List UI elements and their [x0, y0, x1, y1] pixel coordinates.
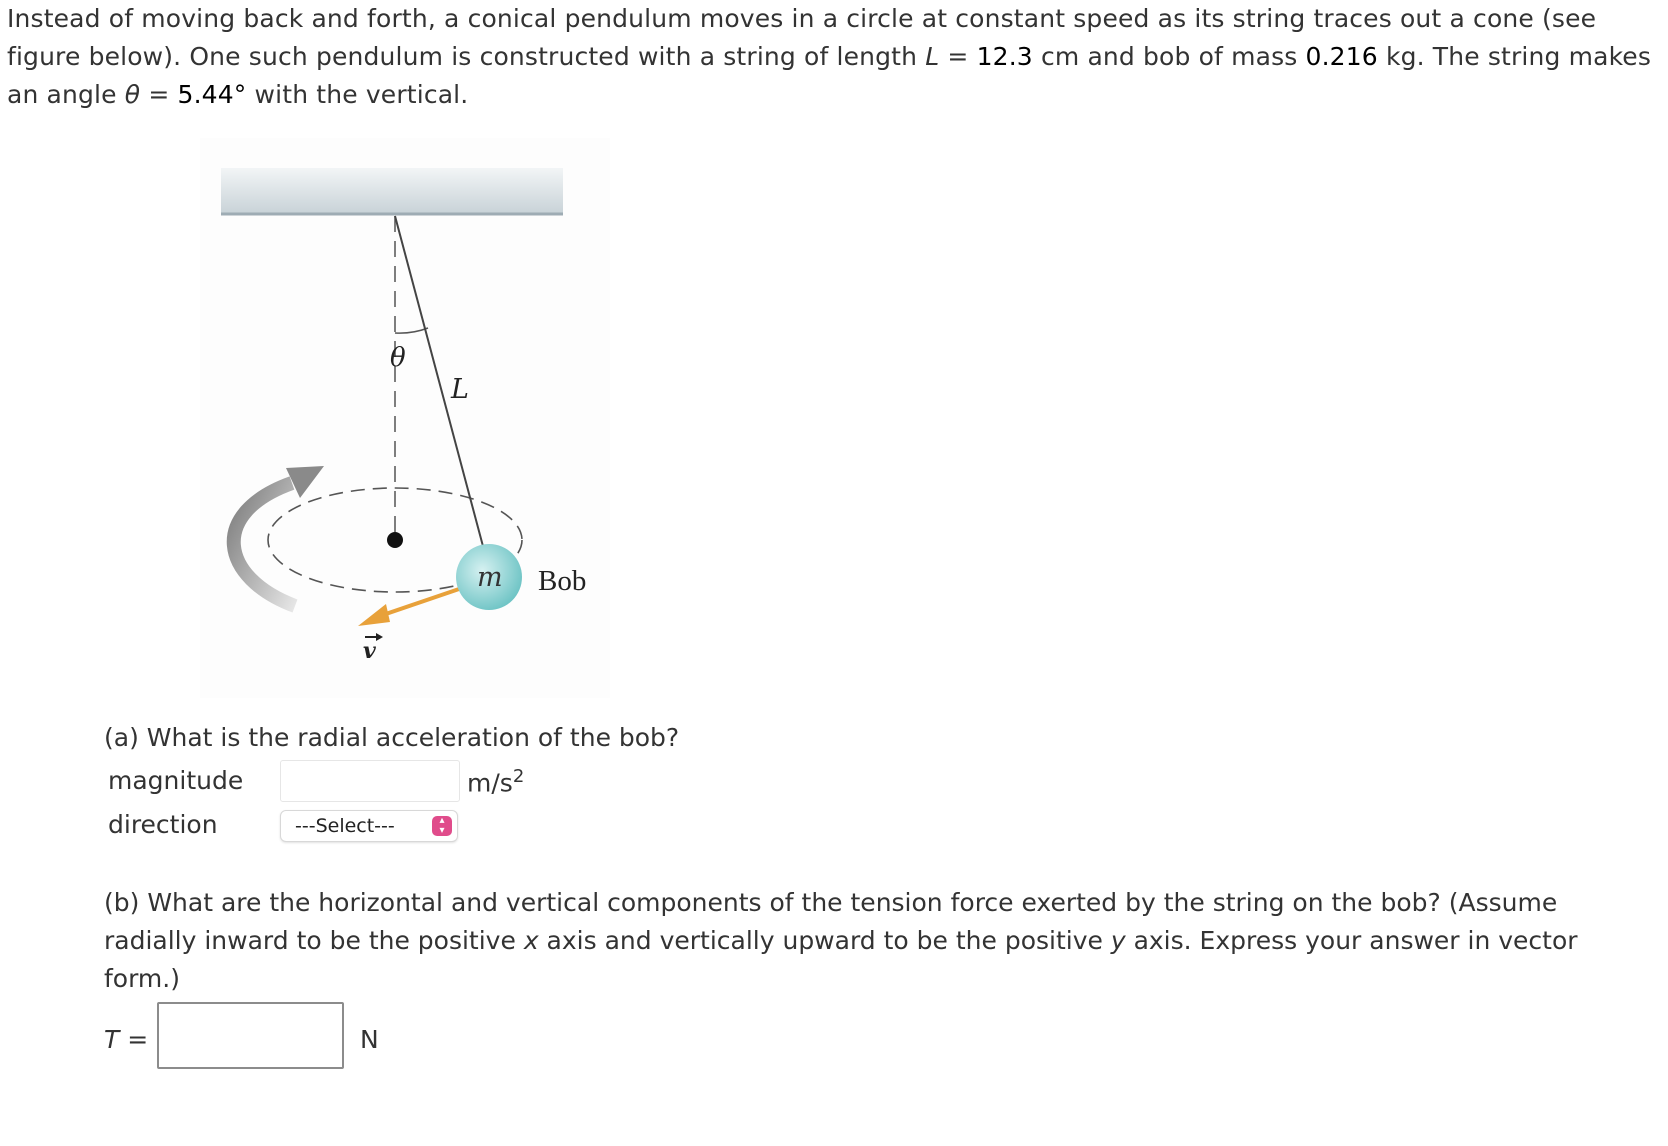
- intro-text-4: with the vertical.: [246, 80, 469, 109]
- circle-center-dot: [387, 532, 403, 548]
- angle-value: 5.44°: [177, 80, 247, 109]
- direction-select[interactable]: [280, 810, 458, 842]
- velocity-arrow: [380, 588, 462, 616]
- length-variable: L: [925, 42, 940, 71]
- velocity-label: v: [363, 638, 376, 664]
- tension-label: [104, 1025, 148, 1054]
- direction-label: direction: [108, 810, 218, 839]
- part-a-question: (a) What is the radial acceleration of the bob?: [104, 723, 680, 752]
- length-label: L: [451, 374, 469, 405]
- equals-sign: =: [939, 42, 977, 71]
- magnitude-input[interactable]: [280, 760, 460, 802]
- motion-arrow: [234, 483, 295, 606]
- intro-text-2: and bob of mass: [1079, 42, 1306, 71]
- mass-value: 0.216: [1305, 42, 1378, 71]
- magnitude-label: magnitude: [108, 766, 244, 795]
- part-b-text-2: axis and vertically upward to be the positive: [538, 926, 1111, 955]
- intro-text-3: kg. The string makes an angle: [7, 42, 1652, 109]
- tension-variable: T: [104, 1025, 120, 1054]
- length-unit: cm: [1032, 42, 1080, 71]
- velocity-vector-arrowhead: [376, 633, 383, 641]
- part-b-question: [104, 884, 1654, 998]
- problem-statement: [7, 0, 1657, 114]
- angle-variable: θ: [124, 80, 141, 109]
- conical-pendulum-figure: [200, 138, 610, 698]
- select-chevron-icon: ▴ ▾: [432, 816, 452, 836]
- motion-arrowhead: [286, 466, 324, 498]
- velocity-arrowhead: [358, 604, 390, 626]
- magnitude-unit: [467, 766, 524, 797]
- y-variable: y: [1110, 926, 1126, 955]
- bob-label: Bob: [538, 565, 587, 597]
- intro-text-1: Instead of moving back and forth, a conical pendulum moves in a circle at constant speed as its string traces out a cone (see figure below). One such pendulum is constructed with a string of length: [7, 4, 1597, 71]
- part-b-text-3: axis. Express your answer in vector form.): [104, 926, 1578, 993]
- tension-unit: N: [360, 1025, 379, 1054]
- angle-arc: [395, 328, 428, 333]
- tension-equals: =: [119, 1025, 149, 1054]
- pendulum-diagram: [200, 138, 610, 698]
- part-b-text-1: (b) What are the horizontal and vertical components of the tension force exerted by the string on the bob? (Assume radially inward to be the positive: [104, 888, 1558, 955]
- ceiling: [221, 168, 563, 213]
- equals-sign: =: [140, 80, 178, 109]
- magnitude-unit-exponent: 2: [512, 766, 525, 787]
- theta-label: θ: [390, 343, 406, 373]
- length-value: 12.3: [976, 42, 1033, 71]
- direction-select-value: ---Select---: [295, 815, 395, 837]
- pendulum-string: [395, 216, 484, 550]
- magnitude-unit-base: m/s: [467, 768, 513, 798]
- x-variable: x: [523, 926, 539, 955]
- tension-input[interactable]: [157, 1002, 344, 1069]
- mass-label: m: [477, 562, 503, 593]
